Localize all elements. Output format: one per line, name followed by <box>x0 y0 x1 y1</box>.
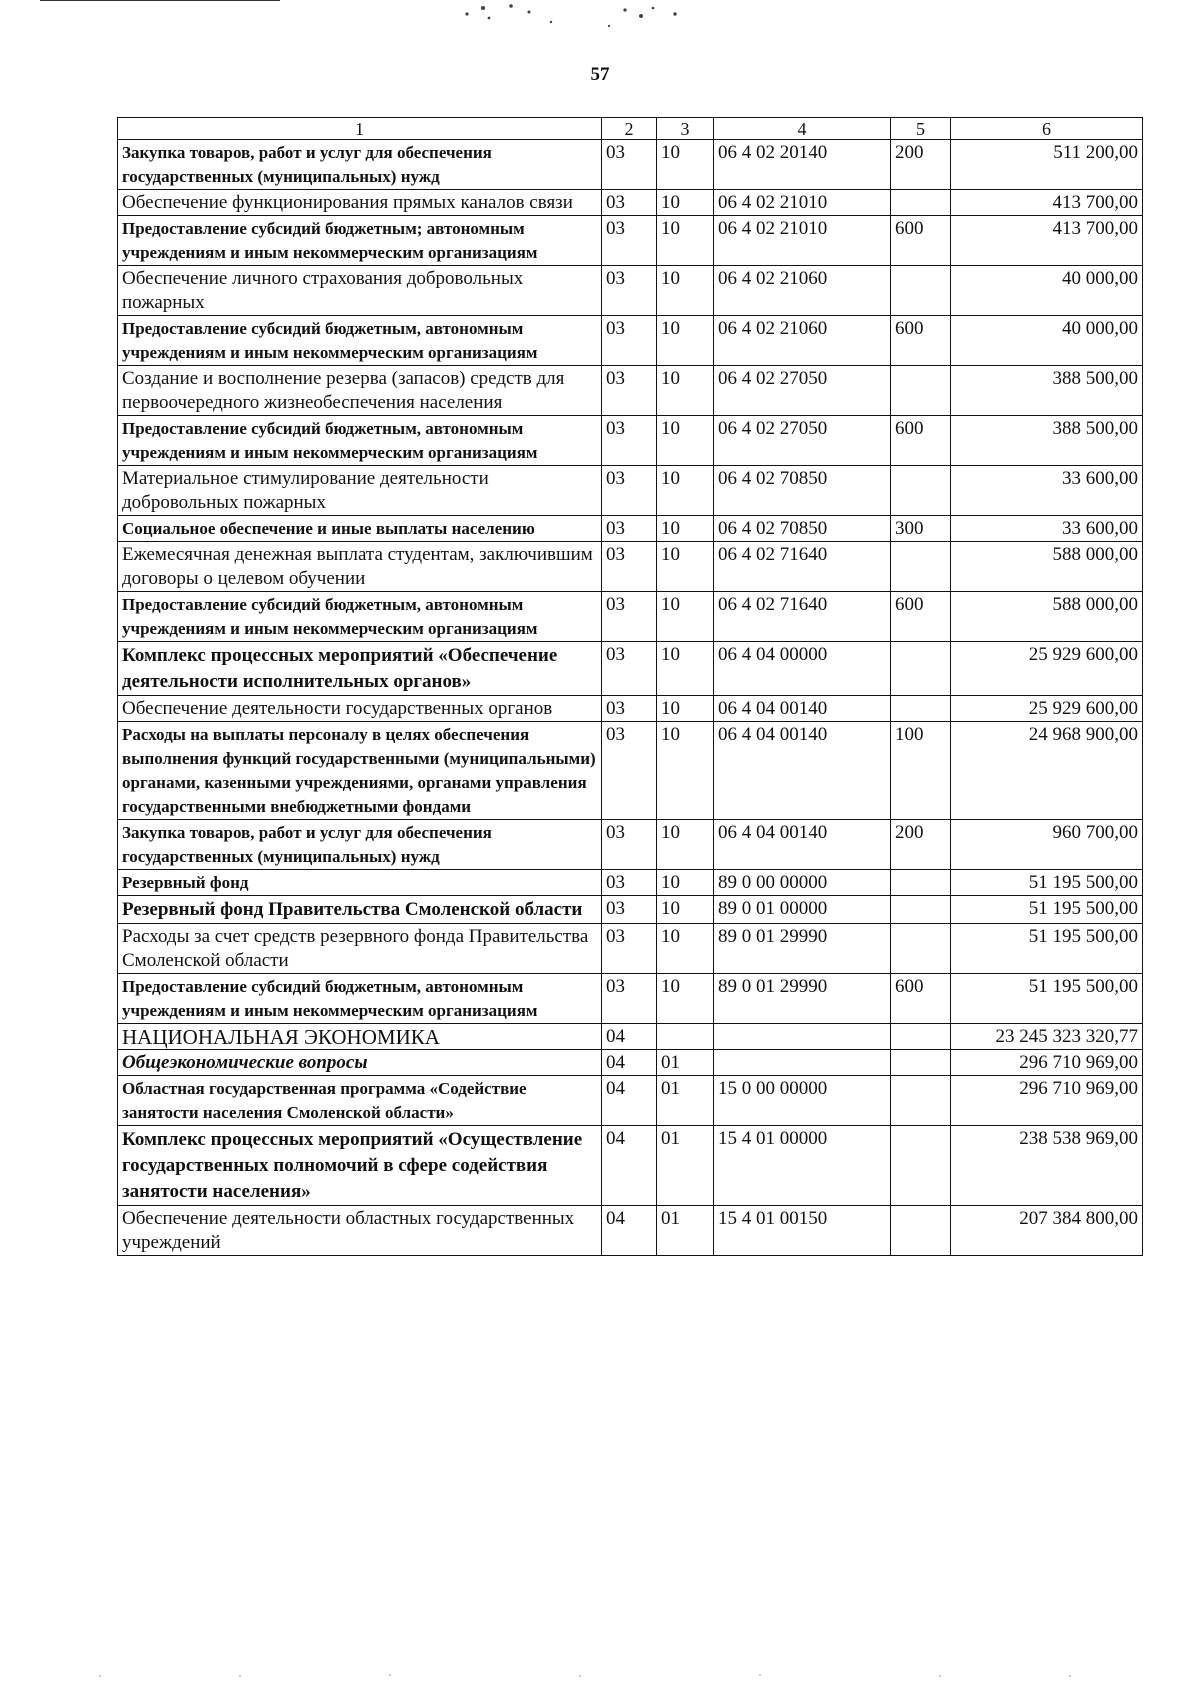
row-subsection-cell: 01 <box>657 1206 714 1256</box>
row-expense-type-cell <box>891 1206 951 1256</box>
row-subsection-cell: 10 <box>657 974 714 1024</box>
row-subsection-cell: 10 <box>657 516 714 542</box>
row-amount-cell: 588 000,00 <box>951 542 1143 592</box>
row-subsection-cell: 10 <box>657 696 714 722</box>
row-subsection-cell <box>657 1024 714 1050</box>
row-target-article-cell: 89 0 01 29990 <box>714 974 891 1024</box>
row-subsection-cell: 10 <box>657 190 714 216</box>
row-name-cell: Предоставление субсидий бюджетным; автономным учреждениям и иным некоммерческим организациям <box>118 216 602 266</box>
row-section-cell: 03 <box>602 924 657 974</box>
row-section-cell: 04 <box>602 1024 657 1050</box>
row-target-article-cell <box>714 1024 891 1050</box>
scan-artifact-marks <box>455 0 735 36</box>
row-amount-cell: 23 245 323 320,77 <box>951 1024 1143 1050</box>
row-section-cell: 03 <box>602 516 657 542</box>
row-amount-cell: 51 195 500,00 <box>951 924 1143 974</box>
row-section-cell: 03 <box>602 466 657 516</box>
table-row <box>118 974 1143 1024</box>
table-header-row <box>118 118 1143 140</box>
table-row <box>118 642 1143 696</box>
row-subsection-cell: 10 <box>657 592 714 642</box>
table-row <box>118 216 1143 266</box>
row-expense-type-cell: 200 <box>891 140 951 190</box>
row-expense-type-cell: 200 <box>891 820 951 870</box>
row-expense-type-cell <box>891 642 951 696</box>
row-name-cell: Резервный фонд Правительства Смоленской области <box>118 896 602 924</box>
row-expense-type-cell <box>891 870 951 896</box>
row-target-article-cell: 06 4 02 21060 <box>714 316 891 366</box>
row-subsection-cell: 10 <box>657 924 714 974</box>
row-name-cell: Комплекс процессных мероприятий «Обеспечение деятельности исполнительных органов» <box>118 642 602 696</box>
row-amount-cell: 25 929 600,00 <box>951 696 1143 722</box>
row-name-cell: Резервный фонд <box>118 870 602 896</box>
row-subsection-cell: 10 <box>657 542 714 592</box>
row-name-cell: Материальное стимулирование деятельности добровольных пожарных <box>118 466 602 516</box>
row-target-article-cell: 06 4 04 00140 <box>714 722 891 820</box>
table-row <box>118 416 1143 466</box>
row-target-article-cell: 06 4 02 70850 <box>714 516 891 542</box>
row-expense-type-cell <box>891 266 951 316</box>
table-row <box>118 696 1143 722</box>
row-section-cell: 03 <box>602 366 657 416</box>
row-amount-cell: 388 500,00 <box>951 366 1143 416</box>
row-section-cell: 03 <box>602 696 657 722</box>
row-expense-type-cell <box>891 924 951 974</box>
row-subsection-cell: 10 <box>657 216 714 266</box>
row-target-article-cell: 06 4 02 27050 <box>714 416 891 466</box>
row-section-cell: 03 <box>602 870 657 896</box>
row-target-article-cell: 06 4 02 71640 <box>714 542 891 592</box>
row-section-cell: 03 <box>602 896 657 924</box>
row-amount-cell: 388 500,00 <box>951 416 1143 466</box>
row-amount-cell: 51 195 500,00 <box>951 870 1143 896</box>
row-subsection-cell: 10 <box>657 870 714 896</box>
row-name-cell: Комплекс процессных мероприятий «Осуществление государственных полномочий в сфере содействия занятости населения» <box>118 1126 602 1206</box>
row-section-cell: 03 <box>602 190 657 216</box>
row-section-cell: 03 <box>602 592 657 642</box>
row-target-article-cell: 06 4 02 20140 <box>714 140 891 190</box>
row-section-cell: 04 <box>602 1076 657 1126</box>
table-row <box>118 1206 1143 1256</box>
row-subsection-cell: 10 <box>657 722 714 820</box>
header-col-5: 5 <box>891 118 951 140</box>
row-expense-type-cell: 600 <box>891 974 951 1024</box>
table-row <box>118 924 1143 974</box>
row-subsection-cell: 01 <box>657 1050 714 1076</box>
row-expense-type-cell <box>891 1126 951 1206</box>
row-amount-cell: 296 710 969,00 <box>951 1050 1143 1076</box>
row-subsection-cell: 01 <box>657 1126 714 1206</box>
row-target-article-cell: 15 0 00 00000 <box>714 1076 891 1126</box>
row-expense-type-cell <box>891 896 951 924</box>
row-name-cell: НАЦИОНАЛЬНАЯ ЭКОНОМИКА <box>118 1024 602 1050</box>
row-expense-type-cell <box>891 696 951 722</box>
row-section-cell: 03 <box>602 642 657 696</box>
table-row <box>118 316 1143 366</box>
row-section-cell: 03 <box>602 266 657 316</box>
row-target-article-cell: 06 4 02 71640 <box>714 592 891 642</box>
row-name-cell: Обеспечение личного страхования добровольных пожарных <box>118 266 602 316</box>
row-section-cell: 03 <box>602 140 657 190</box>
row-amount-cell: 238 538 969,00 <box>951 1126 1143 1206</box>
row-name-cell: Предоставление субсидий бюджетным, автономным учреждениям и иным некоммерческим организациям <box>118 592 602 642</box>
row-amount-cell: 413 700,00 <box>951 190 1143 216</box>
row-expense-type-cell: 600 <box>891 216 951 266</box>
row-target-article-cell: 06 4 02 21010 <box>714 216 891 266</box>
table-row <box>118 1050 1143 1076</box>
row-expense-type-cell <box>891 466 951 516</box>
row-subsection-cell: 10 <box>657 642 714 696</box>
row-name-cell: Предоставление субсидий бюджетным, автономным учреждениям и иным некоммерческим организациям <box>118 974 602 1024</box>
row-expense-type-cell <box>891 366 951 416</box>
row-name-cell: Обеспечение деятельности государственных органов <box>118 696 602 722</box>
row-subsection-cell: 10 <box>657 416 714 466</box>
row-name-cell: Областная государственная программа «Содействие занятости населения Смоленской области» <box>118 1076 602 1126</box>
row-target-article-cell: 06 4 02 70850 <box>714 466 891 516</box>
row-name-cell: Расходы на выплаты персоналу в целях обеспечения выполнения функций государственными (муниципальными) органами, казенными учреждениями, органами управления государственными внебюджетными фондами <box>118 722 602 820</box>
row-expense-type-cell <box>891 1050 951 1076</box>
row-target-article-cell: 15 4 01 00150 <box>714 1206 891 1256</box>
row-target-article-cell: 89 0 01 00000 <box>714 896 891 924</box>
row-name-cell: Ежемесячная денежная выплата студентам, заключившим договоры о целевом обучении <box>118 542 602 592</box>
row-name-cell: Расходы за счет средств резервного фонда Правительства Смоленской области <box>118 924 602 974</box>
scan-top-line <box>40 0 280 1</box>
row-subsection-cell: 10 <box>657 820 714 870</box>
row-expense-type-cell: 600 <box>891 316 951 366</box>
table-row <box>118 722 1143 820</box>
row-amount-cell: 51 195 500,00 <box>951 896 1143 924</box>
row-amount-cell: 207 384 800,00 <box>951 1206 1143 1256</box>
page-number: 57 <box>590 64 610 85</box>
row-section-cell: 03 <box>602 722 657 820</box>
row-target-article-cell: 06 4 04 00140 <box>714 820 891 870</box>
row-section-cell: 04 <box>602 1126 657 1206</box>
row-amount-cell: 588 000,00 <box>951 592 1143 642</box>
row-name-cell: Обеспечение функционирования прямых каналов связи <box>118 190 602 216</box>
table-row <box>118 1024 1143 1050</box>
table-row <box>118 140 1143 190</box>
table-row <box>118 1126 1143 1206</box>
table-row <box>118 1076 1143 1126</box>
row-name-cell: Социальное обеспечение и иные выплаты населению <box>118 516 602 542</box>
table-row <box>118 266 1143 316</box>
row-name-cell: Закупка товаров, работ и услуг для обеспечения государственных (муниципальных) нужд <box>118 140 602 190</box>
row-subsection-cell: 10 <box>657 466 714 516</box>
row-amount-cell: 33 600,00 <box>951 466 1143 516</box>
row-target-article-cell: 89 0 01 29990 <box>714 924 891 974</box>
row-target-article-cell: 89 0 00 00000 <box>714 870 891 896</box>
row-amount-cell: 25 929 600,00 <box>951 642 1143 696</box>
row-amount-cell: 40 000,00 <box>951 316 1143 366</box>
header-col-6: 6 <box>951 118 1143 140</box>
scan-bottom-noise <box>60 1673 1140 1679</box>
header-col-2: 2 <box>602 118 657 140</box>
row-section-cell: 03 <box>602 316 657 366</box>
row-name-cell: Предоставление субсидий бюджетным, автономным учреждениям и иным некоммерческим организациям <box>118 416 602 466</box>
row-expense-type-cell <box>891 190 951 216</box>
row-name-cell: Общеэкономические вопросы <box>118 1050 602 1076</box>
header-col-1: 1 <box>118 118 602 140</box>
row-amount-cell: 511 200,00 <box>951 140 1143 190</box>
row-section-cell: 03 <box>602 542 657 592</box>
row-amount-cell: 960 700,00 <box>951 820 1143 870</box>
table-row <box>118 870 1143 896</box>
row-expense-type-cell <box>891 1076 951 1126</box>
row-section-cell: 03 <box>602 974 657 1024</box>
row-amount-cell: 296 710 969,00 <box>951 1076 1143 1126</box>
row-expense-type-cell: 300 <box>891 516 951 542</box>
row-expense-type-cell: 100 <box>891 722 951 820</box>
row-name-cell: Обеспечение деятельности областных государственных учреждений <box>118 1206 602 1256</box>
header-col-4: 4 <box>714 118 891 140</box>
row-subsection-cell: 10 <box>657 266 714 316</box>
row-section-cell: 03 <box>602 216 657 266</box>
row-amount-cell: 24 968 900,00 <box>951 722 1143 820</box>
row-expense-type-cell: 600 <box>891 592 951 642</box>
row-subsection-cell: 01 <box>657 1076 714 1126</box>
table-row <box>118 466 1143 516</box>
row-subsection-cell: 10 <box>657 896 714 924</box>
table-row <box>118 820 1143 870</box>
row-subsection-cell: 10 <box>657 140 714 190</box>
row-name-cell: Закупка товаров, работ и услуг для обеспечения государственных (муниципальных) нужд <box>118 820 602 870</box>
budget-table <box>117 117 1143 1256</box>
row-name-cell: Создание и восполнение резерва (запасов) средств для первоочередного жизнеобеспечения населения <box>118 366 602 416</box>
row-target-article-cell: 06 4 04 00140 <box>714 696 891 722</box>
row-section-cell: 04 <box>602 1206 657 1256</box>
row-target-article-cell: 06 4 02 21060 <box>714 266 891 316</box>
row-amount-cell: 33 600,00 <box>951 516 1143 542</box>
row-target-article-cell <box>714 1050 891 1076</box>
row-subsection-cell: 10 <box>657 316 714 366</box>
row-expense-type-cell <box>891 542 951 592</box>
row-target-article-cell: 06 4 02 27050 <box>714 366 891 416</box>
row-target-article-cell: 06 4 04 00000 <box>714 642 891 696</box>
row-expense-type-cell <box>891 1024 951 1050</box>
row-target-article-cell: 15 4 01 00000 <box>714 1126 891 1206</box>
table-row <box>118 190 1143 216</box>
row-amount-cell: 413 700,00 <box>951 216 1143 266</box>
table-row <box>118 896 1143 924</box>
row-name-cell: Предоставление субсидий бюджетным, автономным учреждениям и иным некоммерческим организациям <box>118 316 602 366</box>
row-amount-cell: 40 000,00 <box>951 266 1143 316</box>
table-row <box>118 592 1143 642</box>
header-col-3: 3 <box>657 118 714 140</box>
row-expense-type-cell: 600 <box>891 416 951 466</box>
table-body <box>118 140 1143 1256</box>
table-row <box>118 516 1143 542</box>
row-section-cell: 04 <box>602 1050 657 1076</box>
row-subsection-cell: 10 <box>657 366 714 416</box>
row-target-article-cell: 06 4 02 21010 <box>714 190 891 216</box>
table-row <box>118 366 1143 416</box>
row-section-cell: 03 <box>602 820 657 870</box>
table-row <box>118 542 1143 592</box>
row-section-cell: 03 <box>602 416 657 466</box>
row-amount-cell: 51 195 500,00 <box>951 974 1143 1024</box>
